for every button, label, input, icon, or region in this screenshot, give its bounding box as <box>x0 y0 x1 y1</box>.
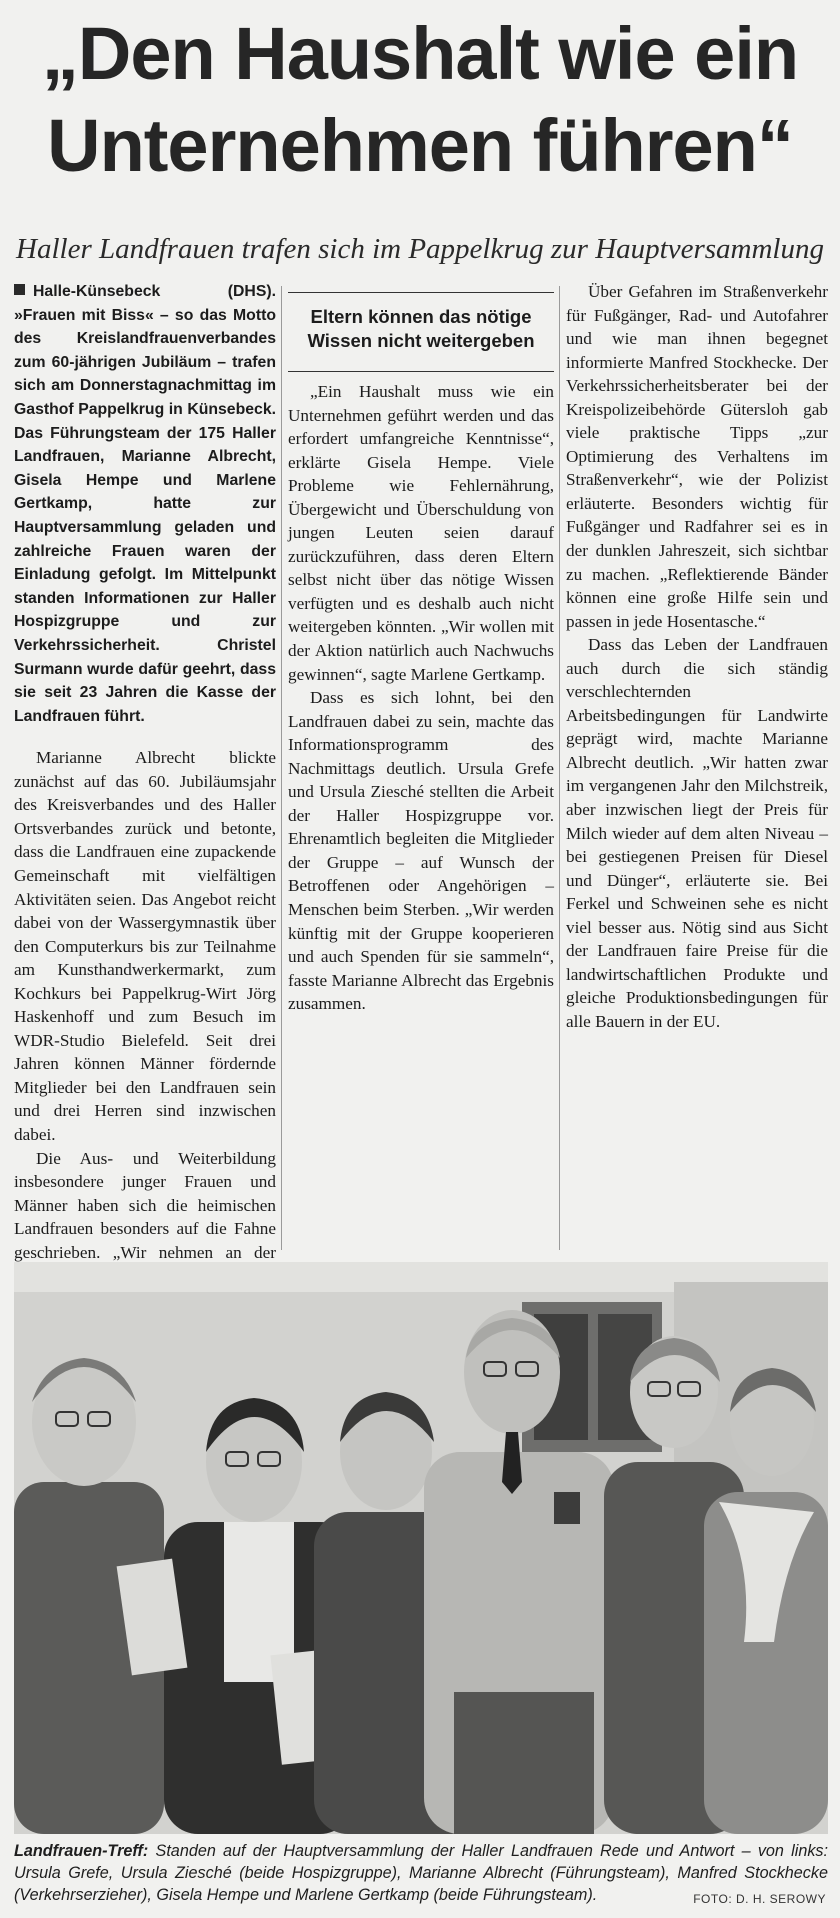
lead-text: Halle-Künsebeck (DHS). »Frauen mit Biss« – so das Motto des Kreislandfrauenverbandes zum 60-jährigen Jubiläum – trafen sich am Donnerstagnachmittag im Gasthof Pappelkrug in Künsebeck. Das Führungsteam der 175 Haller Landfrauen, Marianne Albrecht, Gisela Hempe und Marlene Gertkamp, hatte zur Hauptversammlung geladen und zahlreiche Frauen waren der Einladung gefolgt. Im Mittelpunkt standen Informationen zur Haller Hospizgruppe und zur Verkehrssicherheit. Christel Surmann wurde dafür geehrt, dass sie seit 23 Jahren die Kasse der Landfrauen führt. <box>14 283 276 725</box>
article-column-1 <box>14 280 276 1262</box>
subtitle: Haller Landfrauen trafen sich im Pappelkrug zur Hauptversammlung <box>16 233 824 265</box>
body-paragraph: Marianne Albrecht blickte zunächst auf das 60. Jubiläumsjahr des Kreisverbandes und des Haller Ortsverbandes zurück und betonte, dass die Landfrauen eine zupackende Gemeinschaft mit vielfältigen Aktivitäten seien. Das Angebot reicht dabei von der Wassergymnastik über den Computerkurs bis zur Teilnahme am Kunsthandwerkermarkt, zum Kochkurs bei Pappelkrug-Wirt Jörg Haskenhoff und zum Besuch im WDR-Studio Bielefeld. Seit drei Jahren können Männer fördernde Mitglieder bei den Landfrauen sein und drei Herren sind inzwischen dabei. <box>14 748 276 1145</box>
square-bullet-icon <box>14 284 25 295</box>
headline <box>14 8 826 192</box>
body-paragraph: Dass es sich lohnt, bei den Landfrauen dabei zu sein, machte das Informationsprogramm des Nachmittags deutlich. Ursula Grefe und Ursula Ziesché stellten die Arbeit der Haller Hospizgruppe vor. Ehrenamtlich begleiten die Mitglieder der Gruppe – auf Wunsch der Betroffenen oder Angehörigen – Menschen beim Sterben. „Wir werden künftig mit der Gruppe kooperieren und auch Spenden für sie sammeln“, fasste Marianne Albrecht das Ergebnis zusammen. <box>288 688 554 1014</box>
subhead-rule-bottom <box>288 371 554 372</box>
body-paragraph: „Ein Haushalt muss wie ein Unternehmen geführt werden und das erfordert umfangreiche Kenntnisse“, erklärte Gisela Hempe. Viele Probleme wie Fehlernährung, Übergewicht und Überschuldung von jungen Leuten seien darauf zurückzuführen, dass deren Eltern selbst nicht über das nötige Wissen verfügten und es deshalb auch nicht weitergeben könnten. „Wir wollen mit der Aktion natürlich auch Nachwuchs gewinnen“, sagte Marlene Gertkamp. <box>288 382 554 684</box>
body-paragraph: Über Gefahren im Straßenverkehr für Fußgänger, Rad- und Autofahrer und wie man ihnen begegnet informierte Manfred Stockhecke. Der Verkehrssicherheitsberater bei der Kreispolizeibehörde Gütersloh gab viele praktische Tipps „zur Optimierung des Verhaltens im Straßenverkehr“, wie der Polizist erläuterte. Besonders wichtig für Fußgänger und Radfahrer sei es in der dunklen Jahreszeit, sich sichtbar zu machen. „Reflektierende Bänder können eine große Hilfe sein und passen in jede Hosentasche.“ <box>566 282 828 631</box>
caption-kicker: Landfrauen-Treff: <box>14 1842 149 1860</box>
body-paragraph: Die Aus- und Weiterbildung insbesondere junger Frauen und Männer haben sich die heimischen Landfrauen besonders auf die Fahne geschrieben. „Wir nehmen an der <box>14 1148 276 1262</box>
column-rule <box>559 286 560 1250</box>
subhead-rule-top <box>288 292 554 293</box>
group-photo-illustration <box>14 1262 828 1834</box>
photo-credit: FOTO: D. H. SEROWY <box>693 1892 826 1906</box>
subheading: Eltern können das nötige Wissen nicht weitergeben <box>307 306 535 351</box>
body-paragraph: Dass das Leben der Landfrauen auch durch die sich ständig verschlechternden Arbeitsbedingungen für Landwirte geprägt wird, machte Marianne Albrecht deutlich. „Wir hatten zwar im vergangenen Jahr den Milchstreik, aber inzwischen liegt der Preis für Milch wieder auf dem alten Niveau – bei gestiegenen Preisen für Diesel und Dünger“, erläuterte sie. Bei Ferkel und Schweinen sehe es nicht viel besser aus. Nötig sind aus Sicht der Landfrauen faire Preise für die landwirtschaftlichen Produkte und gleiche Produktionsbedingungen für alle Bauern in der EU. <box>566 635 828 1031</box>
caption-text: Standen auf der Hauptversammlung der Haller Landfrauen Rede und Antwort – von links: Ursula Grefe, Ursula Ziesché (beide Hospizgruppe), Marianne Albrecht (Führungsteam), Manfred Stockhecke (Verkehrserzieher), Gisela Hempe und Marlene Gertkamp (beide Führungsteam). <box>14 1842 829 1904</box>
article-column-2 <box>288 280 554 1254</box>
column-rule <box>281 286 282 1250</box>
headline-line-2: Unternehmen führen“ <box>47 104 793 187</box>
article-column-3 <box>566 280 828 1254</box>
group-photo <box>14 1262 828 1834</box>
headline-line-1: „Den Haushalt wie ein <box>41 12 799 95</box>
lead-paragraph <box>14 280 276 728</box>
